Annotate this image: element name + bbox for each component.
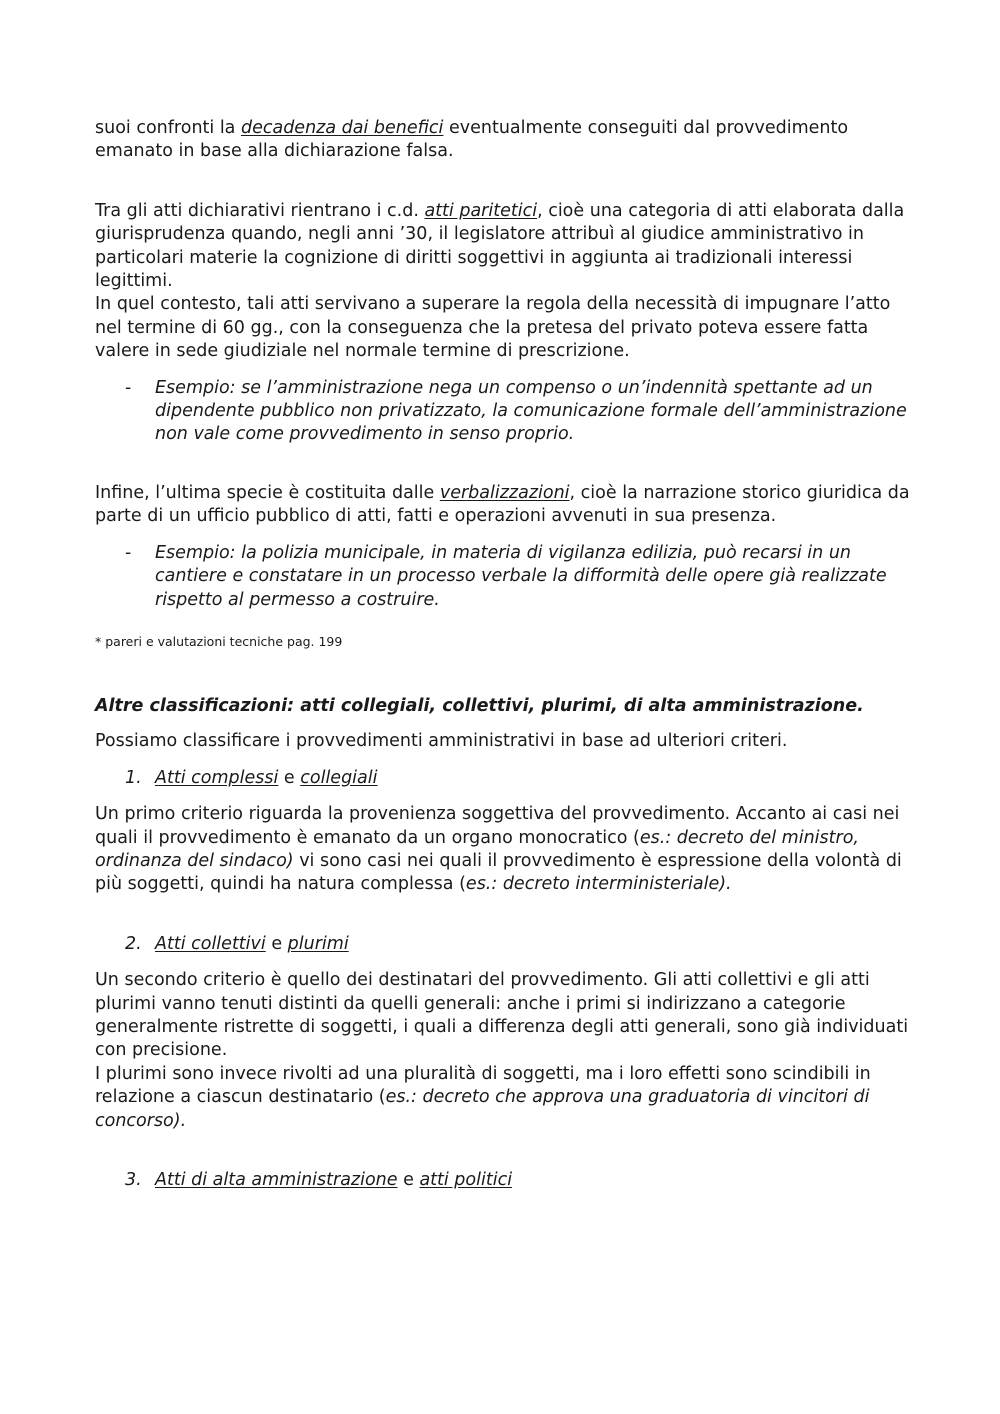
text-run: e [278,767,301,788]
example-item-2 [95,542,910,612]
paragraph-atti-paritetici [95,200,910,294]
text-run: , cioè la narrazione storico giuridica da parte di un ufficio pubblico di atti, fatti e operazioni avvenuti in sua presenza. [95,482,910,527]
term-plurimi: plurimi [287,933,349,954]
example-inline: es.: decreto che approva una graduatoria di vincitori di concorso). [95,1087,870,1131]
example-text: Esempio: la polizia municipale, in materia di vigilanza edilizia, può recarsi in un cantiere e constatare in un processo verbale la difformità delle opere già realizzate rispetto al permesso a costruire. [155,542,887,610]
list-dash: - [125,377,132,398]
example-inline: es.: decreto del ministro, ordinanza del sindaco) [95,827,859,871]
example-text: Esempio: se l’amministrazione nega un compenso o un’indennità spettante ad un dipendente pubblico non privatizzato, la comunicazione formale dell’amministrazione non vale come provvedimento in senso proprio. [155,377,907,445]
text-run: I plurimi sono invece rivolti ad una pluralità di soggetti, ma i loro effetti sono scindibili in relazione a ciascun destinatario ( [95,1063,871,1108]
term-atti-politici: atti politici [419,1170,513,1190]
text-run: vi sono casi nei quali il provvedimento è espressione della volontà di più soggetti, quindi ha natura complessa ( [95,850,902,895]
text-run: Tra gli atti dichiarativi rientrano i c.d. [95,200,425,221]
numbered-item-1 [95,767,910,790]
term-decadenza: decadenza dai benefici [240,118,444,138]
section-heading: Altre classificazioni: atti collegiali, collettivi, plurimi, di alta amministrazione. [95,695,864,716]
text-run: suoi confronti la [95,118,241,138]
paragraph-decadenza [95,117,910,164]
paragraph-plurimi [95,1063,910,1133]
example-item-1 [95,377,910,447]
paragraph-secondo-criterio: Un secondo criterio è quello dei destinatari del provvedimento. Gli atti collettivi e gli atti plurimi vanno tenuti distinti da quelli generali: anche i primi si indirizzano a categorie generalmente ristrette di soggetti, i quali a differenza degli atti generali, sono già individuati con precisione. [95,970,909,1061]
term-alta-amministrazione: Atti di alta amministrazione [155,1170,398,1190]
paragraph-verbalizzazioni [95,482,910,529]
paragraph-contesto: In quel contesto, tali atti servivano a superare la regola della necessità di impugnare l’atto nel termine di 60 gg., con la conseguenza che la pretesa del privato poteva essere fatta valere in sede giudiziale nel normale termine di prescrizione. [95,294,891,362]
text-run: e [397,1170,420,1190]
footnote: * pareri e valutazioni tecniche pag. 199 [95,633,343,649]
list-number: 1. [125,767,142,788]
term-collegiali: collegiali [300,767,378,788]
text-run: Un primo criterio riguarda la provenienza soggettiva del provvedimento. Accanto ai casi nei quali il provvedimento è emanato da un organo monocratico ( [95,804,900,848]
term-atti-complessi: Atti complessi [155,767,279,788]
term-atti-collettivi: Atti collettivi [155,933,266,954]
text-run: eventualmente conseguiti dal provvedimento emanato in base alla dichiarazione falsa. [95,118,849,162]
text-run: Infine, l’ultima specie è costituita dalle [95,482,440,503]
example-inline: es.: decreto interministeriale). [465,874,732,895]
list-number: 3. [125,1170,142,1190]
numbered-item-3 [95,1169,910,1192]
term-verbalizzazioni: verbalizzazioni [439,482,570,503]
list-number: 2. [125,933,142,954]
document-page [95,117,910,1192]
term-atti-paritetici: atti paritetici [424,200,538,221]
paragraph-primo-criterio [95,803,910,897]
paragraph-intro: Possiamo classificare i provvedimenti amministrativi in base ad ulteriori criteri. [95,731,788,752]
text-run: e [265,933,288,954]
numbered-item-2 [95,933,910,956]
list-dash: - [125,542,132,563]
text-run: , cioè una categoria di atti elaborata dalla giurisprudenza quando, negli anni ’30, il legislatore attribuì al giudice amministrativo in particolari materie la cognizione di diritti soggettivi in aggiunta ai tradizionali interessi legittimi. [95,200,905,292]
